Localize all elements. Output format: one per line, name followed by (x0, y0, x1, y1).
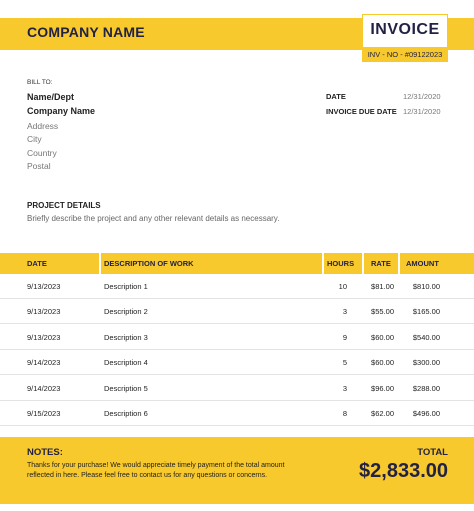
table-row (0, 350, 474, 375)
date-value: 12/31/2020 (403, 92, 441, 101)
table-row (0, 299, 474, 324)
cell-date: 9/13/2023 (27, 307, 61, 317)
cell-date: 9/14/2023 (27, 358, 61, 368)
cell-amount: $496.00 (412, 409, 440, 418)
cell-hours: 3 (342, 383, 347, 393)
project-details-title: PROJECT DETAILS (27, 201, 101, 210)
bill-to-country: Country (27, 148, 57, 158)
cell-description: Description 2 (104, 307, 148, 317)
notes-title: NOTES: (27, 447, 63, 458)
cell-description: Description 4 (104, 358, 148, 368)
cell-rate: $96.00 (371, 383, 394, 393)
cell-date: 9/13/2023 (27, 332, 61, 342)
bill-to-address: Address (27, 121, 59, 131)
column-header-hours: HOURS (327, 259, 355, 268)
column-header-amount: AMOUNT (406, 259, 439, 268)
cell-rate: $60.00 (371, 332, 394, 342)
cell-hours: 3 (342, 307, 347, 317)
column-separator (322, 253, 324, 274)
cell-date: 9/15/2023 (27, 409, 61, 418)
cell-date: 9/14/2023 (27, 383, 61, 393)
cell-hours: 8 (342, 409, 347, 418)
column-header-rate: RATE (371, 259, 391, 268)
cell-description: Description 5 (104, 383, 148, 393)
due-date-value: 12/31/2020 (403, 107, 441, 116)
cell-description: Description 6 (104, 409, 148, 418)
cell-rate: $60.00 (371, 358, 394, 368)
cell-amount: $810.00 (412, 282, 440, 291)
bill-to-city: City (27, 134, 42, 144)
column-header-date: DATE (27, 259, 47, 268)
cell-description: Description 3 (104, 332, 148, 342)
bill-to-company: Company Name (27, 106, 96, 116)
due-date-label: INVOICE DUE DATE (326, 107, 397, 116)
column-separator (362, 253, 364, 274)
invoice-title: INVOICE (370, 21, 440, 38)
table-row (0, 401, 474, 426)
table-row (0, 274, 474, 299)
total-label: TOTAL (417, 447, 448, 458)
cell-rate: $55.00 (371, 307, 394, 317)
column-separator (398, 253, 400, 274)
company-name: COMPANY NAME (27, 24, 145, 40)
notes-text: Thanks for your purchase! We would appreciate timely payment of the total amount reflected in here. Please feel free to contact us for any questions or concerns. (27, 462, 285, 479)
column-header-description: DESCRIPTION OF WORK (104, 259, 194, 268)
cell-hours: 10 (338, 282, 347, 291)
table-row (0, 376, 474, 401)
total-value: $2,833.00 (359, 460, 448, 482)
cell-hours: 5 (342, 358, 347, 368)
bill-to-name-dept: Name/Dept (27, 92, 75, 102)
cell-rate: $81.00 (371, 282, 394, 291)
cell-amount: $540.00 (412, 332, 440, 342)
column-separator (99, 253, 101, 274)
cell-rate: $62.00 (371, 409, 394, 418)
date-label: DATE (326, 92, 346, 101)
table-header (0, 253, 474, 274)
cell-amount: $288.00 (412, 383, 440, 393)
table-row (0, 325, 474, 350)
cell-amount: $300.00 (412, 358, 440, 368)
bill-to-postal: Postal (27, 161, 51, 171)
cell-date: 9/13/2023 (27, 282, 61, 291)
cell-description: Description 1 (104, 282, 148, 291)
bill-to-label: BILL TO: (27, 79, 53, 86)
cell-amount: $165.00 (412, 307, 440, 317)
invoice-number: INV - NO - #09122023 (362, 47, 448, 62)
project-details-description: Briefly describe the project and any other relevant details as necessary. (27, 214, 280, 223)
cell-hours: 9 (342, 332, 347, 342)
